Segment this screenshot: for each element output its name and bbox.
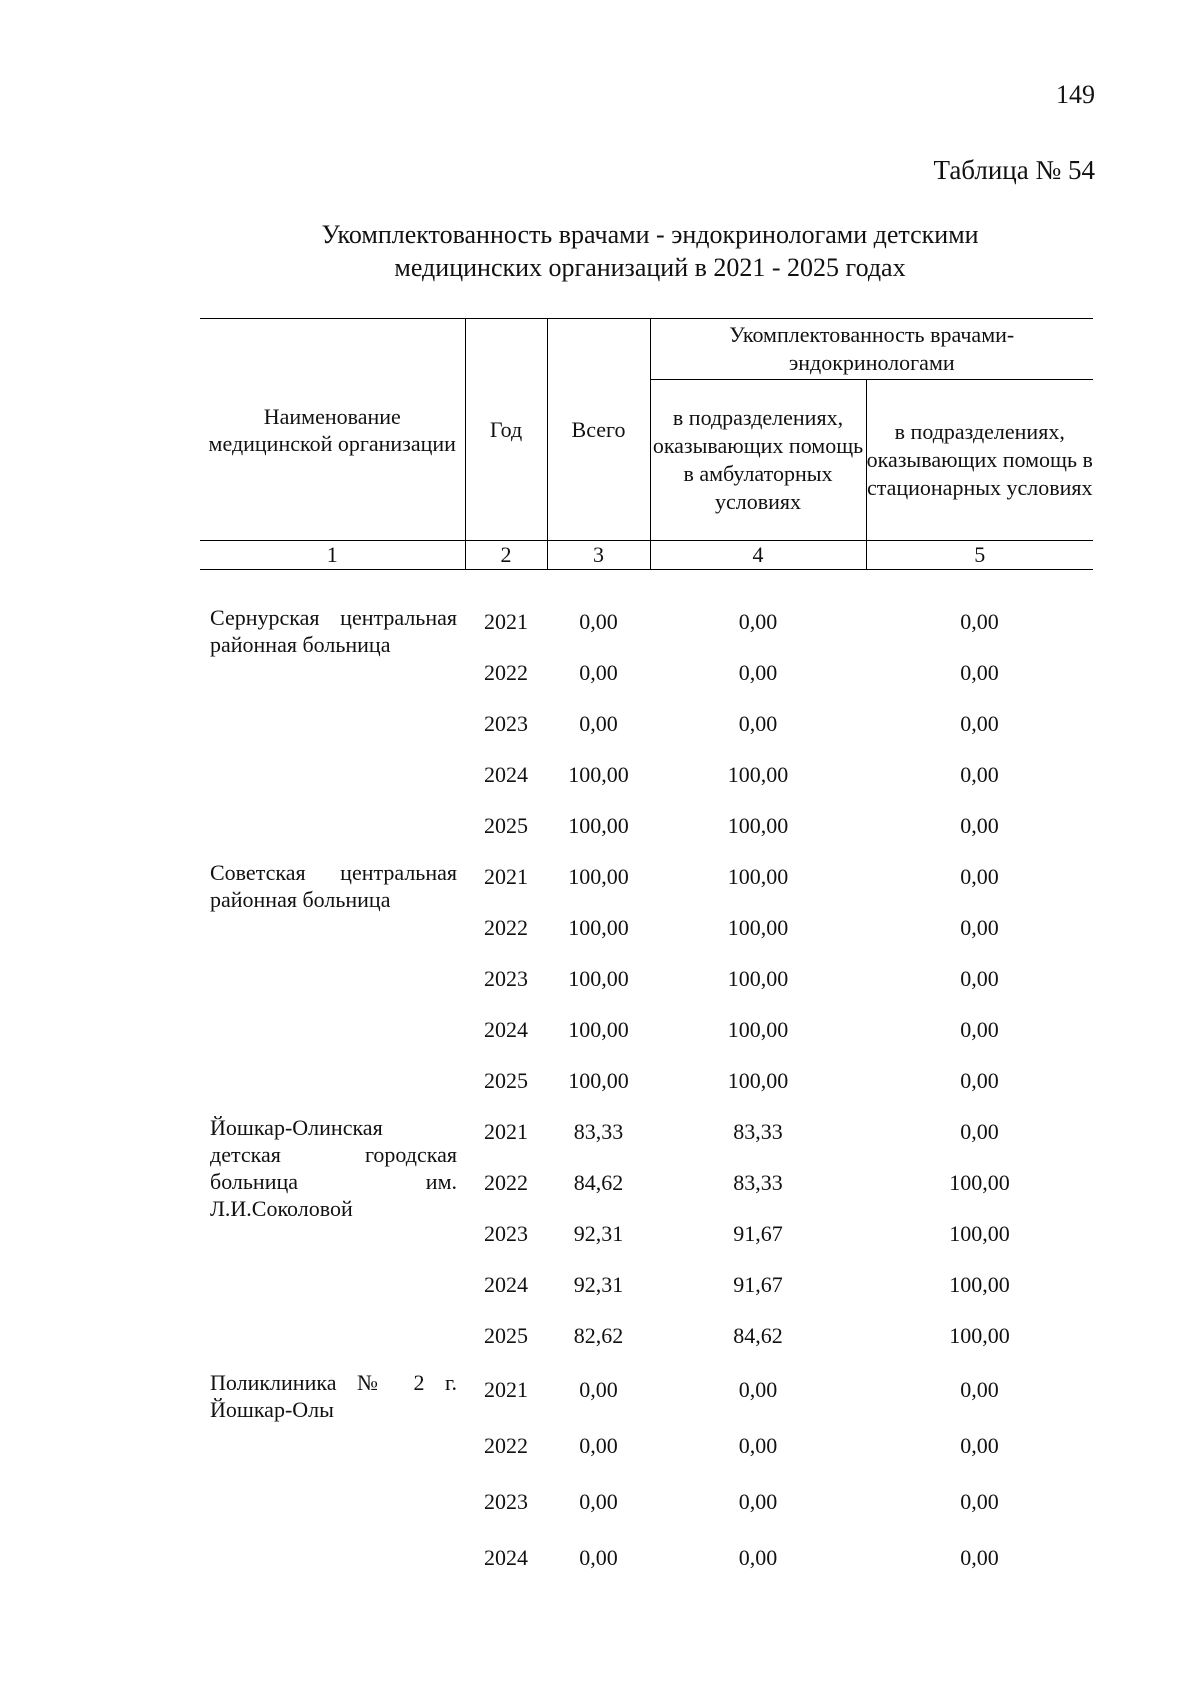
table-header (200, 319, 1093, 570)
header-inpatient: в подразделениях, оказывающих помощь в стационарных условиях (866, 419, 1093, 500)
inpatient-cell: 0,00 (960, 660, 999, 685)
ambulatory-cell: 84,62 (733, 1323, 783, 1348)
total-cell: 100,00 (568, 1017, 629, 1042)
total-cell: 100,00 (568, 966, 629, 991)
inpatient-cell: 0,00 (960, 1488, 999, 1514)
ambulatory-cell: 0,00 (738, 609, 778, 634)
ambulatory-cell: 0,00 (738, 1488, 778, 1514)
column-number-2: 2 (465, 541, 547, 570)
header-total: Всего (547, 319, 650, 541)
total-cell: 100,00 (568, 813, 629, 838)
inpatient-cell: 0,00 (960, 1017, 999, 1042)
ambulatory-cell: 91,67 (733, 1221, 783, 1246)
total-cell: 0,00 (579, 609, 618, 634)
year-cell: 2023 (484, 711, 528, 736)
header-year: Год (465, 319, 547, 541)
header-group: Укомплектованность врачами-эндокринологами (650, 319, 1093, 380)
inpatient-cell: 0,00 (960, 609, 999, 634)
year-cell: 2022 (484, 1432, 528, 1458)
total-cell: 100,00 (568, 762, 629, 787)
inpatient-cell: 100,00 (949, 1272, 1010, 1297)
header-org: Наименование медицинской организации (200, 319, 465, 541)
table-row (200, 1361, 1093, 1417)
organization-name: Поликлиника № 2 г. Йошкар-Олы (210, 1370, 457, 1422)
year-cell: 2025 (484, 813, 528, 838)
inpatient-cell: 0,00 (960, 762, 999, 787)
table-row (200, 596, 1093, 647)
title-line-1: Укомплектованность врачами - эндокринологами детскими (321, 220, 979, 249)
ambulatory-cell: 0,00 (738, 1544, 778, 1570)
page-number: 149 (1056, 80, 1095, 109)
inpatient-cell: 100,00 (949, 1221, 1010, 1246)
ambulatory-cell: 100,00 (727, 762, 789, 787)
year-cell: 2023 (484, 1221, 528, 1246)
organization-name: Сернурская центральная районная больница (210, 605, 457, 657)
ambulatory-cell: 100,00 (727, 966, 789, 991)
year-cell: 2022 (484, 1170, 528, 1195)
year-cell: 2021 (484, 864, 528, 889)
total-cell: 100,00 (568, 1068, 629, 1093)
inpatient-cell: 0,00 (960, 813, 999, 838)
column-number-3: 3 (547, 541, 650, 570)
year-cell: 2024 (484, 1272, 528, 1297)
ambulatory-cell: 100,00 (727, 1017, 789, 1042)
total-cell: 0,00 (579, 711, 618, 736)
staffing-table (200, 318, 1093, 1585)
inpatient-cell: 0,00 (960, 711, 999, 736)
year-cell: 2025 (484, 1068, 528, 1093)
inpatient-cell: 0,00 (960, 1068, 999, 1093)
ambulatory-cell: 0,00 (738, 1376, 778, 1402)
organization-name: Советская центральная районная больница (210, 860, 457, 912)
total-cell: 84,62 (573, 1170, 624, 1195)
total-cell: 0,00 (579, 1376, 618, 1402)
total-cell: 0,00 (579, 1544, 618, 1570)
table-label: Таблица № 54 (933, 155, 1095, 185)
year-cell: 2022 (484, 660, 528, 685)
ambulatory-cell: 91,67 (733, 1272, 783, 1297)
ambulatory-cell: 0,00 (738, 1432, 778, 1458)
year-cell: 2021 (484, 1376, 528, 1402)
year-cell: 2021 (484, 609, 528, 634)
year-cell: 2022 (484, 915, 528, 940)
year-cell: 2023 (484, 966, 528, 991)
column-number-1: 1 (200, 541, 465, 570)
table-row (200, 1106, 1093, 1157)
inpatient-cell: 0,00 (960, 966, 999, 991)
total-cell: 92,31 (573, 1272, 624, 1297)
total-cell: 82,62 (573, 1323, 624, 1348)
ambulatory-cell: 83,33 (733, 1170, 783, 1195)
ambulatory-cell: 100,00 (727, 813, 789, 838)
inpatient-cell: 0,00 (960, 864, 999, 889)
ambulatory-cell: 100,00 (727, 1068, 789, 1093)
ambulatory-cell: 100,00 (727, 864, 789, 889)
ambulatory-cell: 0,00 (738, 660, 778, 685)
ambulatory-cell: 0,00 (738, 711, 778, 736)
inpatient-cell: 0,00 (960, 1544, 999, 1570)
organization-name: Йошкар-Олинская детская городская больница им. Л.И.Соколовой (210, 1115, 457, 1221)
year-cell: 2025 (484, 1323, 528, 1348)
total-cell: 100,00 (568, 915, 629, 940)
total-cell: 0,00 (579, 660, 618, 685)
year-cell: 2021 (484, 1119, 528, 1144)
header-ambulatory: в подразделениях, оказывающих помощь в амбулаторных условиях (650, 380, 866, 541)
page-title (200, 218, 1100, 284)
inpatient-cell: 0,00 (960, 1432, 999, 1458)
total-cell: 100,00 (568, 864, 629, 889)
column-number-row (200, 541, 1093, 570)
total-cell: 0,00 (579, 1432, 618, 1458)
title-line-2: медицинских организаций в 2021 - 2025 годах (394, 253, 906, 282)
total-cell: 92,31 (573, 1221, 624, 1246)
ambulatory-cell: 83,33 (733, 1119, 783, 1144)
year-cell: 2024 (484, 762, 528, 787)
year-cell: 2024 (484, 1544, 528, 1570)
inpatient-cell: 0,00 (960, 1376, 999, 1402)
year-cell: 2024 (484, 1017, 528, 1042)
table-body (200, 570, 1093, 1586)
total-cell: 83,33 (573, 1119, 624, 1144)
inpatient-cell: 100,00 (949, 1323, 1010, 1348)
column-number-5: 5 (866, 541, 1093, 570)
inpatient-cell: 0,00 (960, 1119, 999, 1144)
year-cell: 2023 (484, 1488, 528, 1514)
inpatient-cell: 100,00 (949, 1170, 1010, 1195)
inpatient-cell: 0,00 (960, 915, 999, 940)
total-cell: 0,00 (579, 1488, 618, 1514)
ambulatory-cell: 100,00 (727, 915, 789, 940)
column-number-4: 4 (650, 541, 866, 570)
table-row (200, 851, 1093, 902)
